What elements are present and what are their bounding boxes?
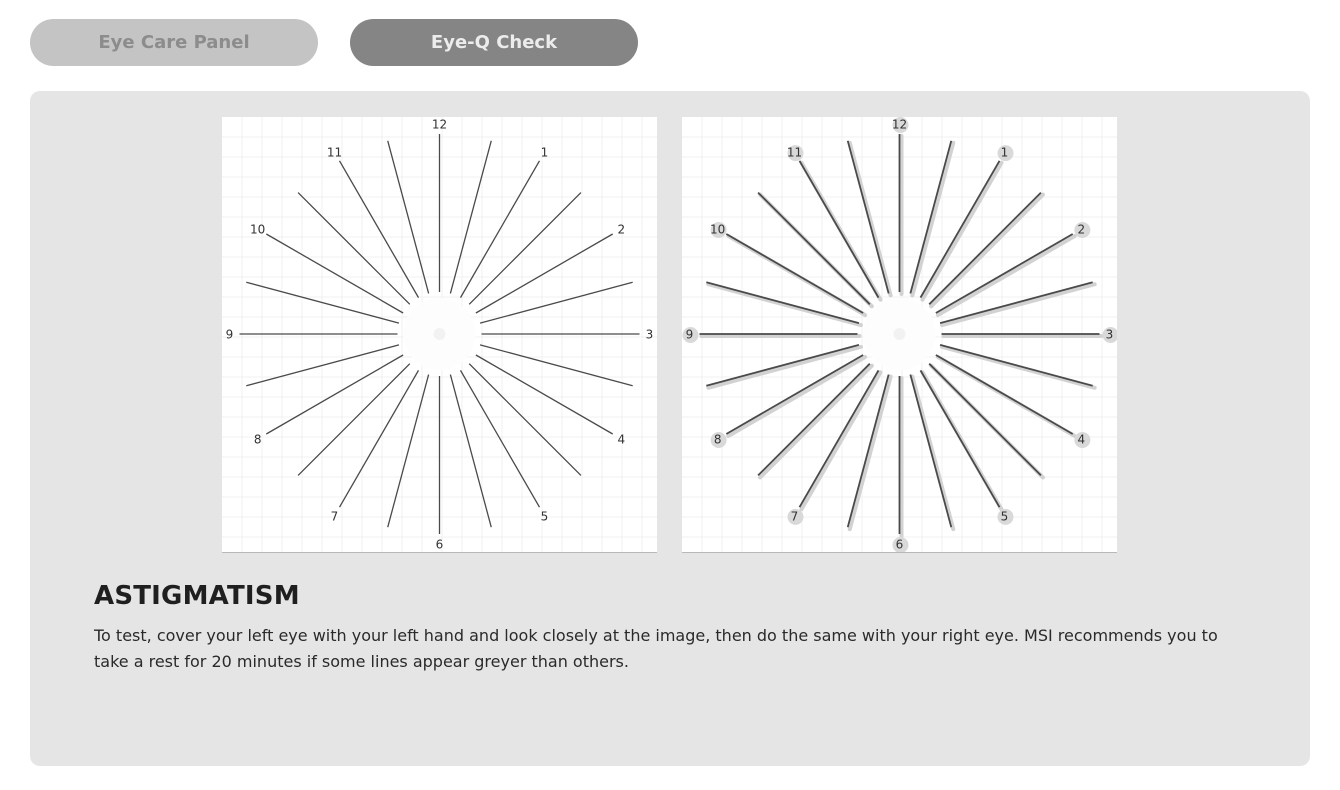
hour-label: 2 [617, 222, 626, 237]
spoke-shadow [850, 377, 891, 530]
hour-label: 1 [540, 145, 549, 160]
hour-label: 9 [685, 327, 694, 342]
spoke-line [461, 370, 540, 507]
hour-label: 11 [786, 145, 803, 160]
hour-label: 5 [540, 509, 549, 524]
spoke-line [246, 345, 399, 386]
tab-bar [30, 19, 638, 66]
hour-label: 9 [225, 327, 234, 342]
spoke-line [936, 355, 1073, 434]
astigmatism-chart-normal [222, 117, 657, 553]
hour-label: 8 [713, 432, 722, 447]
spoke-line [340, 370, 419, 507]
spoke-shadow [708, 347, 861, 388]
spoke-line [936, 234, 1073, 313]
hour-label: 10 [709, 222, 726, 237]
hour-label: 4 [1077, 432, 1086, 447]
center-dot [894, 328, 906, 340]
hour-label: 8 [253, 432, 262, 447]
spoke-line [469, 193, 581, 305]
test-title: ASTIGMATISM [94, 581, 300, 611]
spoke-line [726, 234, 863, 313]
spoke-line [921, 370, 1000, 507]
spoke-line [476, 355, 613, 434]
astigmatism-dial-blurred [682, 117, 1117, 552]
spoke-shadow [942, 284, 1095, 325]
hour-label: 2 [1077, 222, 1086, 237]
hour-label: 1 [1000, 145, 1009, 160]
hour-label: 11 [326, 145, 343, 160]
hour-label: 12 [431, 117, 448, 132]
spoke-shadow [912, 143, 953, 296]
center-dot [434, 328, 446, 340]
test-description: To test, cover your left eye with your left hand and look closely at the image, then do the same with your right eye. MSI recommends you to take a rest for 20 minutes if some lines appear greyer than others. [94, 626, 1218, 671]
spoke-line [480, 345, 633, 386]
hour-label: 6 [895, 537, 904, 552]
tab-eye-q-check[interactable]: Eye-Q Check [350, 19, 638, 66]
spoke-line [476, 234, 613, 313]
hour-label: 6 [435, 537, 444, 552]
spoke-line [266, 355, 403, 434]
hour-label: 5 [1000, 509, 1009, 524]
hour-label: 10 [249, 222, 266, 237]
tab-eye-care-panel[interactable]: Eye Care Panel [30, 19, 318, 66]
spoke-line [298, 193, 410, 305]
astigmatism-chart-blurred [682, 117, 1117, 553]
spoke-line [266, 234, 403, 313]
spoke-shadow [850, 143, 891, 296]
hour-label: 3 [1105, 327, 1114, 342]
spoke-shadow [942, 347, 1095, 388]
hour-label: 7 [790, 509, 799, 524]
spoke-line [940, 345, 1093, 386]
eye-q-check-panel [30, 91, 1310, 766]
hour-label: 12 [891, 117, 908, 132]
spoke-line [929, 364, 1041, 476]
spoke-shadow [912, 377, 953, 530]
astigmatism-dial-normal [222, 117, 657, 552]
spoke-line [298, 364, 410, 476]
hour-label: 4 [617, 432, 626, 447]
spoke-line [706, 345, 859, 386]
spoke-shadow [708, 284, 861, 325]
spoke-line [800, 370, 879, 507]
spoke-line [469, 364, 581, 476]
hour-label: 7 [330, 509, 339, 524]
hour-label: 3 [645, 327, 654, 342]
